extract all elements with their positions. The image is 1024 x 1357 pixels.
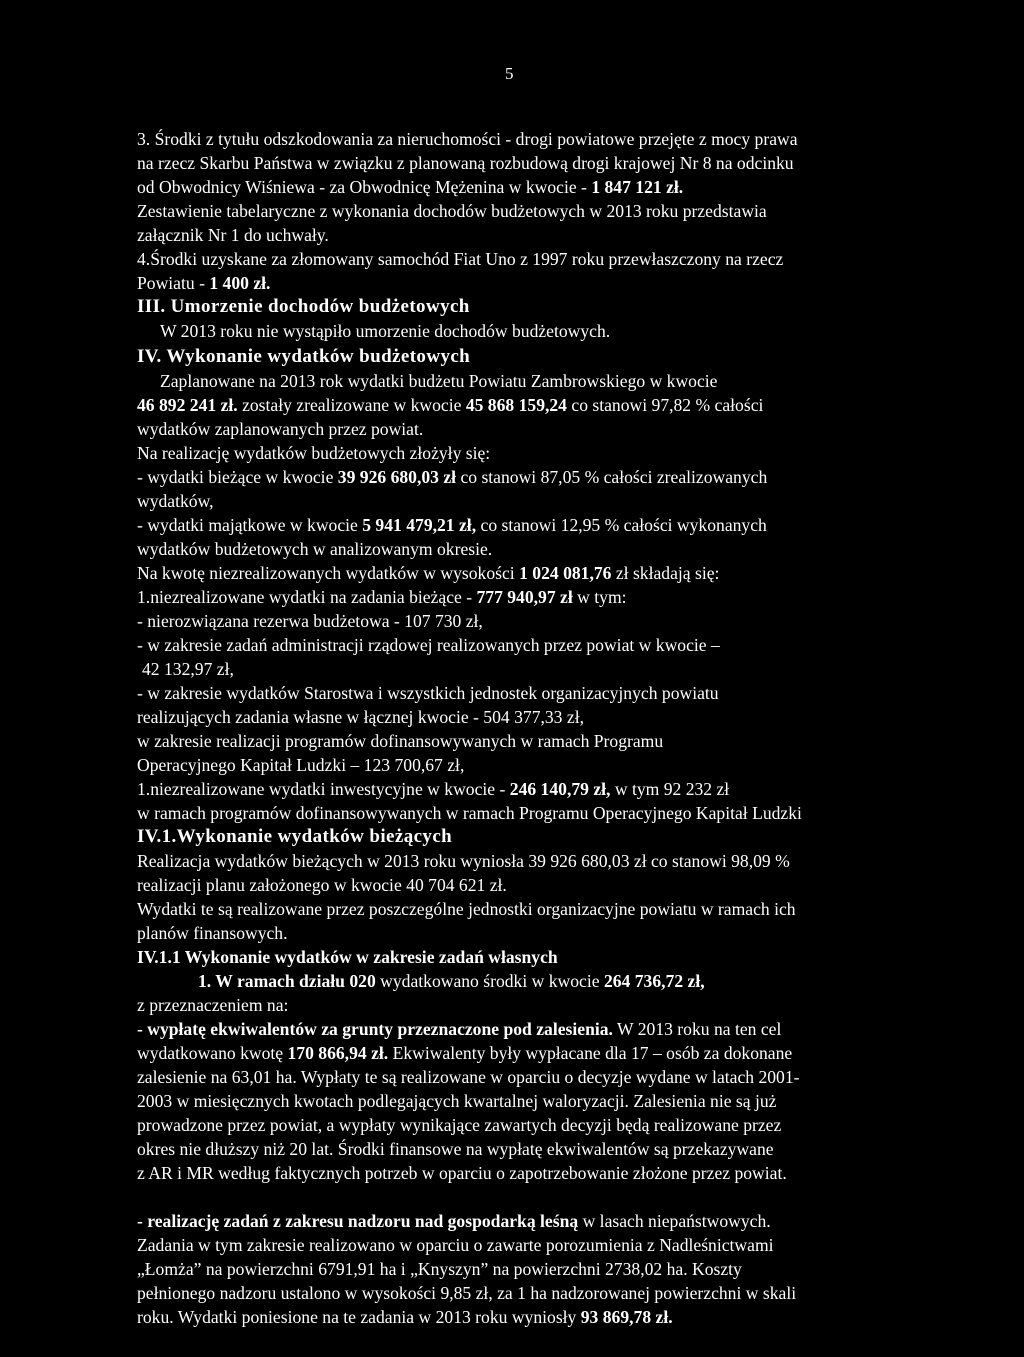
text-line: planów finansowych. xyxy=(137,923,288,943)
text-line: Na kwotę niezrealizowanych wydatków w wysokości 1 024 081,76 zł składają się: xyxy=(137,563,720,583)
text-line: Zadania w tym zakresie realizowano w oparciu o zawarte porozumienia z Nadleśnictwami xyxy=(137,1235,774,1255)
text-line: roku. Wydatki poniesione na te zadania w 2013 roku wyniosły 93 869,78 zł. xyxy=(137,1307,673,1327)
text-line: wydatków, xyxy=(137,491,214,511)
text-line: wydatków zaplanowanych przez powiat. xyxy=(137,419,424,439)
page-number: 5 xyxy=(505,64,514,83)
text-line: Zaplanowane na 2013 rok wydatki budżetu Powiatu Zambrowskiego w kwocie xyxy=(160,371,718,391)
text-line: Operacyjnego Kapitał Ludzki – 123 700,67 zł, xyxy=(137,755,465,775)
text-line: w ramach programów dofinansowywanych w ramach Programu Operacyjnego Kapitał Ludzki xyxy=(137,803,802,823)
text-line: - w zakresie wydatków Starostwa i wszystkich jednostek organizacyjnych powiatu xyxy=(137,683,719,703)
text-line: zalesienie na 63,01 ha. Wypłaty te są realizowane w oparciu o decyzje wydane w latach 2001- xyxy=(137,1067,800,1087)
section-heading: III. Umorzenie dochodów budżetowych xyxy=(137,296,470,317)
text-line: 1. W ramach działu 020 wydatkowano środki w kwocie 264 736,72 zł, xyxy=(198,971,705,991)
text-line: Realizacja wydatków bieżących w 2013 roku wyniosła 39 926 680,03 zł co stanowi 98,09 % xyxy=(137,851,790,871)
text-line: Wydatki te są realizowane przez poszczególne jednostki organizacyjne powiatu w ramach ich xyxy=(137,899,796,919)
text-line: Powiatu - 1 400 zł. xyxy=(137,273,271,293)
text-line: wydatków budżetowych w analizowanym okresie. xyxy=(137,539,493,559)
section-heading: IV.1.Wykonanie wydatków bieżących xyxy=(137,826,453,847)
text-line: 42 132,97 zł, xyxy=(142,659,234,679)
text-line: wydatkowano kwotę 170 866,94 zł. Ekwiwalenty były wypłacane dla 17 – osób za dokonane xyxy=(137,1043,793,1063)
text-line: okres nie dłuższy niż 20 lat. Środki finansowe na wypłatę ekwiwalentów są przekazywane xyxy=(137,1139,774,1159)
text-line: - wypłatę ekwiwalentów za grunty przeznaczone pod zalesienia. W 2013 roku na ten cel xyxy=(137,1019,782,1039)
text-line: - realizację zadań z zakresu nadzoru nad gospodarką leśną w lasach niepaństwowych. xyxy=(137,1211,771,1231)
text-line: - nierozwiązana rezerwa budżetowa - 107 730 zł, xyxy=(137,611,483,631)
text-line: - wydatki bieżące w kwocie 39 926 680,03 zł co stanowi 87,05 % całości zrealizowanych xyxy=(137,467,768,487)
text-line: od Obwodnicy Wiśniewa - za Obwodnicę Mężenina w kwocie - 1 847 121 zł. xyxy=(137,177,684,197)
text-line: z AR i MR według faktycznych potrzeb w oparciu o zapotrzebowanie złożone przez powiat. xyxy=(137,1163,787,1183)
text-line: 46 892 241 zł. zostały zrealizowane w kwocie 45 868 159,24 co stanowi 97,82 % całości xyxy=(137,395,764,415)
section-heading: IV. Wykonanie wydatków budżetowych xyxy=(137,346,471,367)
text-line: realizacji planu założonego w kwocie 40 704 621 zł. xyxy=(137,875,507,895)
text-line: - wydatki majątkowe w kwocie 5 941 479,21 zł, co stanowi 12,95 % całości wykonanych xyxy=(137,515,767,535)
text-line: pełnionego nadzoru ustalono w wysokości 9,85 zł, za 1 ha nadzorowanej powierzchni w skali xyxy=(137,1283,797,1303)
text-line: 1.niezrealizowane wydatki na zadania bieżące - 777 940,97 zł w tym: xyxy=(137,587,627,607)
text-line: „Łomża” na powierzchni 6791,91 ha i „Knyszyn” na powierzchni 2738,02 ha. Koszty xyxy=(137,1259,742,1279)
text-line: prowadzone przez powiat, a wypłaty wynikające zawartych decyzji będą realizowane przez xyxy=(137,1115,782,1135)
text-line: załącznik Nr 1 do uchwały. xyxy=(137,225,329,245)
text-line: 1.niezrealizowane wydatki inwestycyjne w kwocie - 246 140,79 zł, w tym 92 232 zł xyxy=(137,779,730,799)
text-line: 4.Środki uzyskane za złomowany samochód Fiat Uno z 1997 roku przewłaszczony na rzecz xyxy=(137,249,784,269)
text-line: z przeznaczeniem na: xyxy=(137,995,289,1015)
text-line: na rzecz Skarbu Państwa w związku z planowaną rozbudową drogi krajowej Nr 8 na odcinku xyxy=(137,153,794,173)
text-line: 3. Środki z tytułu odszkodowania za nieruchomości - drogi powiatowe przejęte z mocy prawa xyxy=(137,129,798,149)
subsection-heading: IV.1.1 Wykonanie wydatków w zakresie zadań własnych xyxy=(137,947,558,967)
text-line: - w zakresie zadań administracji rządowej realizowanych przez powiat w kwocie – xyxy=(137,635,720,655)
text-line: Na realizację wydatków budżetowych złożyły się: xyxy=(137,443,491,463)
text-line: W 2013 roku nie wystąpiło umorzenie dochodów budżetowych. xyxy=(160,321,611,341)
text-line: 2003 w miesięcznych kwotach podlegających kwartalnej waloryzacji. Zalesienia nie są już xyxy=(137,1091,777,1111)
text-line: realizujących zadania własne w łącznej kwocie - 504 377,33 zł, xyxy=(137,707,584,727)
text-line: Zestawienie tabelaryczne z wykonania dochodów budżetowych w 2013 roku przedstawia xyxy=(137,201,767,221)
text-line: w zakresie realizacji programów dofinansowywanych w ramach Programu xyxy=(137,731,664,751)
